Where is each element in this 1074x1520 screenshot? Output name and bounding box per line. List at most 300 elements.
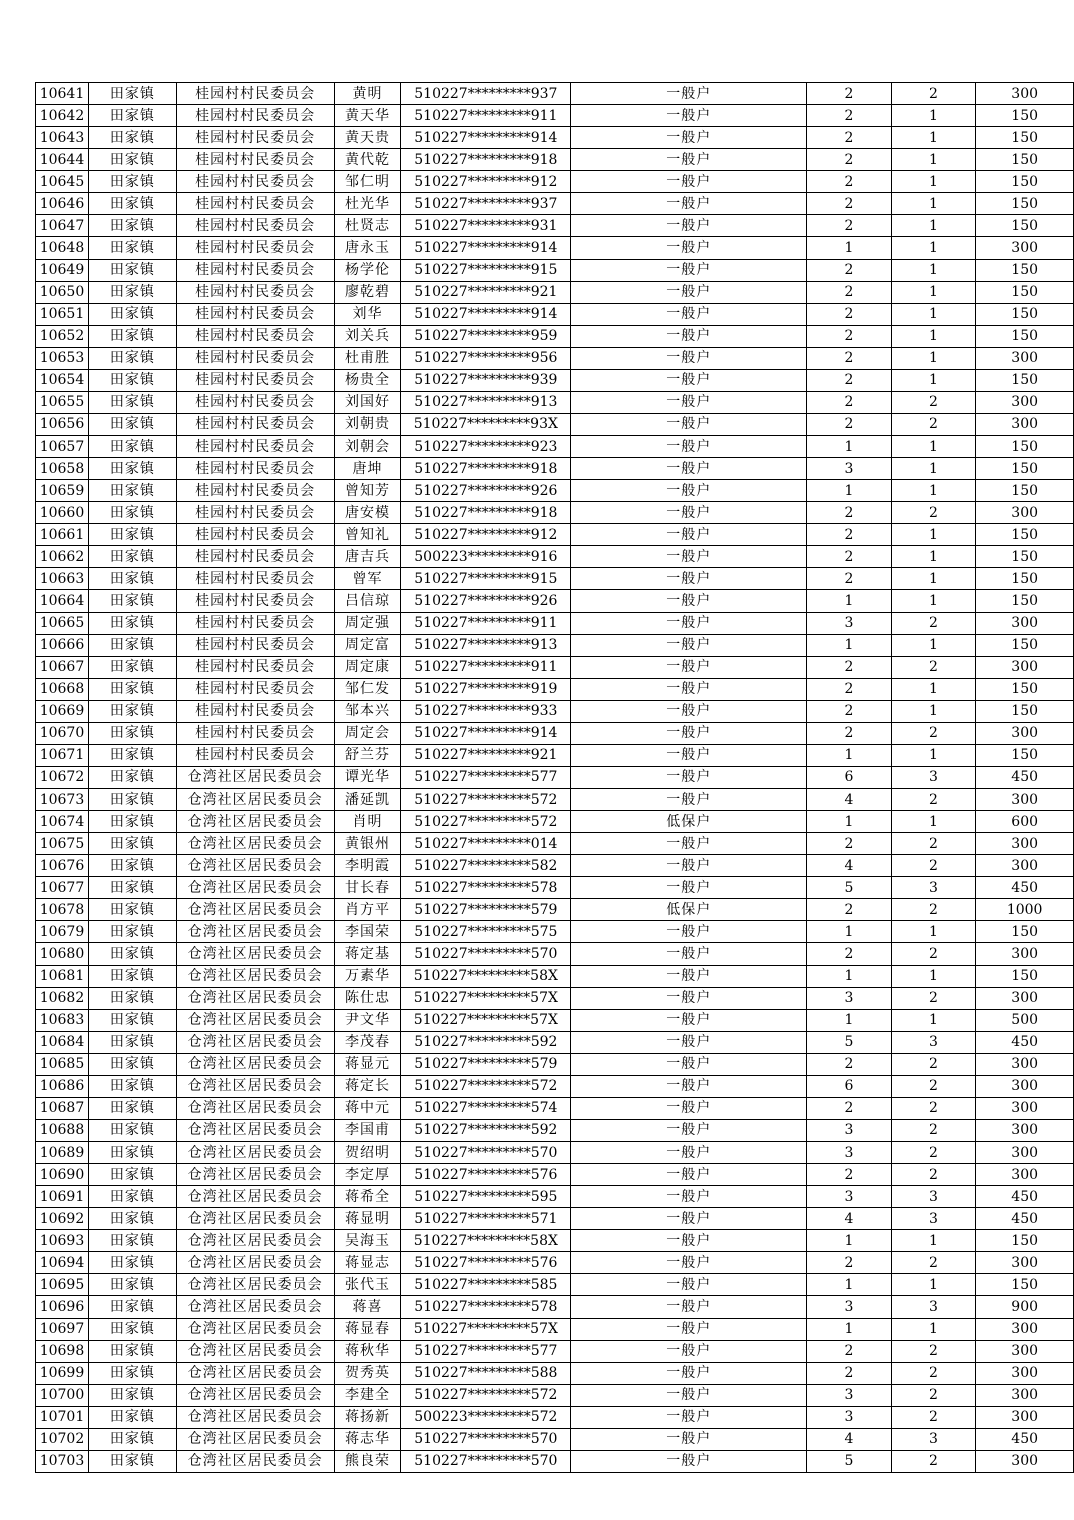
recipient-count-cell: 3 [891, 1031, 976, 1053]
town-cell: 田家镇 [88, 83, 176, 105]
household-type-cell: 一般户 [571, 1362, 807, 1384]
name-cell: 李明霞 [334, 855, 401, 877]
town-cell: 田家镇 [88, 1119, 176, 1141]
id-number-cell: 510227*********914 [401, 127, 571, 149]
village-committee-cell: 仓湾社区居民委员会 [176, 899, 334, 921]
id-number-cell: 510227*********595 [401, 1186, 571, 1208]
recipient-count-cell: 1 [891, 215, 976, 237]
amount-cell: 300 [976, 987, 1074, 1009]
household-type-cell: 一般户 [571, 943, 807, 965]
table-row [36, 458, 1074, 480]
name-cell: 蒋中元 [334, 1097, 401, 1119]
town-cell: 田家镇 [88, 391, 176, 413]
town-cell: 田家镇 [88, 789, 176, 811]
household-type-cell: 一般户 [571, 237, 807, 259]
town-cell: 田家镇 [88, 1031, 176, 1053]
table-row [36, 259, 1074, 281]
table-row [36, 1296, 1074, 1318]
household-size-cell: 5 [807, 877, 892, 899]
amount-cell: 150 [976, 1274, 1074, 1296]
household-type-cell: 一般户 [571, 877, 807, 899]
id-number-cell: 510227*********578 [401, 1296, 571, 1318]
household-size-cell: 4 [807, 1428, 892, 1450]
table-row [36, 700, 1074, 722]
household-type-cell: 一般户 [571, 1406, 807, 1428]
household-type-cell: 一般户 [571, 1075, 807, 1097]
town-cell: 田家镇 [88, 722, 176, 744]
table-row [36, 524, 1074, 546]
amount-cell: 1000 [976, 899, 1074, 921]
household-type-cell: 一般户 [571, 413, 807, 435]
village-committee-cell: 仓湾社区居民委员会 [176, 1362, 334, 1384]
id-number-cell: 510227*********926 [401, 480, 571, 502]
table-row [36, 1406, 1074, 1428]
town-cell: 田家镇 [88, 1384, 176, 1406]
table-row [36, 568, 1074, 590]
household-type-cell: 一般户 [571, 325, 807, 347]
recipient-count-cell: 2 [891, 83, 976, 105]
table-row [36, 1186, 1074, 1208]
id-number-cell: 510227*********588 [401, 1362, 571, 1384]
village-committee-cell: 桂园村村民委员会 [176, 369, 334, 391]
id-number-cell: 510227*********914 [401, 722, 571, 744]
household-size-cell: 1 [807, 590, 892, 612]
id-number-cell: 510227*********918 [401, 149, 571, 171]
serial-number-cell: 10691 [36, 1186, 89, 1208]
household-size-cell: 2 [807, 502, 892, 524]
id-number-cell: 510227*********578 [401, 877, 571, 899]
name-cell: 蒋志华 [334, 1428, 401, 1450]
id-number-cell: 510227*********571 [401, 1208, 571, 1230]
serial-number-cell: 10659 [36, 480, 89, 502]
name-cell: 唐安模 [334, 502, 401, 524]
serial-number-cell: 10650 [36, 281, 89, 303]
id-number-cell: 510227*********915 [401, 259, 571, 281]
id-number-cell: 510227*********93X [401, 413, 571, 435]
household-size-cell: 3 [807, 1142, 892, 1164]
recipient-count-cell: 1 [891, 281, 976, 303]
name-cell: 李茂春 [334, 1031, 401, 1053]
amount-cell: 150 [976, 480, 1074, 502]
household-size-cell: 3 [807, 1119, 892, 1141]
household-type-cell: 一般户 [571, 1119, 807, 1141]
table-row [36, 281, 1074, 303]
table-row [36, 391, 1074, 413]
name-cell: 周定会 [334, 722, 401, 744]
amount-cell: 150 [976, 281, 1074, 303]
town-cell: 田家镇 [88, 281, 176, 303]
id-number-cell: 510227*********926 [401, 590, 571, 612]
amount-cell: 300 [976, 833, 1074, 855]
table-row [36, 237, 1074, 259]
town-cell: 田家镇 [88, 127, 176, 149]
id-number-cell: 510227*********937 [401, 83, 571, 105]
household-size-cell: 2 [807, 1252, 892, 1274]
household-size-cell: 2 [807, 83, 892, 105]
town-cell: 田家镇 [88, 546, 176, 568]
serial-number-cell: 10698 [36, 1340, 89, 1362]
village-committee-cell: 仓湾社区居民委员会 [176, 1340, 334, 1362]
household-size-cell: 5 [807, 1450, 892, 1472]
household-type-cell: 一般户 [571, 1274, 807, 1296]
household-size-cell: 3 [807, 1186, 892, 1208]
household-size-cell: 2 [807, 899, 892, 921]
name-cell: 曾军 [334, 568, 401, 590]
village-committee-cell: 桂园村村民委员会 [176, 325, 334, 347]
amount-cell: 300 [976, 391, 1074, 413]
id-number-cell: 510227*********918 [401, 458, 571, 480]
serial-number-cell: 10679 [36, 921, 89, 943]
id-number-cell: 510227*********579 [401, 899, 571, 921]
amount-cell: 300 [976, 1142, 1074, 1164]
town-cell: 田家镇 [88, 1340, 176, 1362]
name-cell: 李国荣 [334, 921, 401, 943]
town-cell: 田家镇 [88, 259, 176, 281]
amount-cell: 450 [976, 766, 1074, 788]
town-cell: 田家镇 [88, 744, 176, 766]
serial-number-cell: 10642 [36, 105, 89, 127]
serial-number-cell: 10647 [36, 215, 89, 237]
household-size-cell: 4 [807, 789, 892, 811]
household-size-cell: 2 [807, 1340, 892, 1362]
serial-number-cell: 10653 [36, 347, 89, 369]
town-cell: 田家镇 [88, 877, 176, 899]
town-cell: 田家镇 [88, 1428, 176, 1450]
name-cell: 黄银州 [334, 833, 401, 855]
recipient-count-cell: 2 [891, 656, 976, 678]
town-cell: 田家镇 [88, 1362, 176, 1384]
amount-cell: 300 [976, 83, 1074, 105]
household-size-cell: 2 [807, 259, 892, 281]
recipient-count-cell: 2 [891, 413, 976, 435]
id-number-cell: 510227*********57X [401, 1009, 571, 1031]
amount-cell: 300 [976, 1164, 1074, 1186]
amount-cell: 300 [976, 1340, 1074, 1362]
household-size-cell: 2 [807, 656, 892, 678]
id-number-cell: 510227*********57X [401, 1318, 571, 1340]
household-type-cell: 一般户 [571, 524, 807, 546]
village-committee-cell: 桂园村村民委员会 [176, 171, 334, 193]
household-size-cell: 3 [807, 1406, 892, 1428]
recipient-count-cell: 1 [891, 127, 976, 149]
id-number-cell: 510227*********911 [401, 612, 571, 634]
household-type-cell: 一般户 [571, 590, 807, 612]
id-number-cell: 510227*********572 [401, 789, 571, 811]
household-size-cell: 3 [807, 1296, 892, 1318]
household-size-cell: 1 [807, 744, 892, 766]
village-committee-cell: 桂园村村民委员会 [176, 303, 334, 325]
household-size-cell: 1 [807, 811, 892, 833]
id-number-cell: 510227*********576 [401, 1252, 571, 1274]
village-committee-cell: 仓湾社区居民委员会 [176, 1296, 334, 1318]
household-size-cell: 1 [807, 965, 892, 987]
recipient-count-cell: 2 [891, 1406, 976, 1428]
town-cell: 田家镇 [88, 1142, 176, 1164]
serial-number-cell: 10675 [36, 833, 89, 855]
recipient-count-cell: 1 [891, 965, 976, 987]
village-committee-cell: 仓湾社区居民委员会 [176, 1164, 334, 1186]
household-size-cell: 3 [807, 458, 892, 480]
id-number-cell: 510227*********572 [401, 1075, 571, 1097]
table-row [36, 215, 1074, 237]
village-committee-cell: 仓湾社区居民委员会 [176, 965, 334, 987]
recipient-count-cell: 1 [891, 700, 976, 722]
id-number-cell: 510227*********911 [401, 105, 571, 127]
town-cell: 田家镇 [88, 480, 176, 502]
id-number-cell: 510227*********592 [401, 1031, 571, 1053]
serial-number-cell: 10667 [36, 656, 89, 678]
recipient-count-cell: 2 [891, 1053, 976, 1075]
town-cell: 田家镇 [88, 1009, 176, 1031]
village-committee-cell: 仓湾社区居民委员会 [176, 1252, 334, 1274]
name-cell: 李定厚 [334, 1164, 401, 1186]
household-size-cell: 2 [807, 369, 892, 391]
serial-number-cell: 10655 [36, 391, 89, 413]
town-cell: 田家镇 [88, 833, 176, 855]
id-number-cell: 510227*********914 [401, 303, 571, 325]
village-committee-cell: 仓湾社区居民委员会 [176, 987, 334, 1009]
recipient-count-cell: 1 [891, 1230, 976, 1252]
town-cell: 田家镇 [88, 943, 176, 965]
table-row [36, 1031, 1074, 1053]
name-cell: 蒋显志 [334, 1252, 401, 1274]
town-cell: 田家镇 [88, 193, 176, 215]
table-row [36, 1340, 1074, 1362]
household-type-cell: 一般户 [571, 1053, 807, 1075]
id-number-cell: 510227*********592 [401, 1119, 571, 1141]
name-cell: 唐永玉 [334, 237, 401, 259]
id-number-cell: 510227*********577 [401, 766, 571, 788]
village-committee-cell: 仓湾社区居民委员会 [176, 1230, 334, 1252]
household-size-cell: 2 [807, 722, 892, 744]
name-cell: 唐吉兵 [334, 546, 401, 568]
village-committee-cell: 桂园村村民委员会 [176, 568, 334, 590]
serial-number-cell: 10674 [36, 811, 89, 833]
recipient-count-cell: 1 [891, 193, 976, 215]
village-committee-cell: 仓湾社区居民委员会 [176, 811, 334, 833]
id-number-cell: 510227*********572 [401, 1384, 571, 1406]
table-row [36, 855, 1074, 877]
serial-number-cell: 10699 [36, 1362, 89, 1384]
serial-number-cell: 10673 [36, 789, 89, 811]
recipient-count-cell: 2 [891, 855, 976, 877]
recipient-count-cell: 1 [891, 590, 976, 612]
village-committee-cell: 仓湾社区居民委员会 [176, 1075, 334, 1097]
id-number-cell: 510227*********582 [401, 855, 571, 877]
name-cell: 吕信琼 [334, 590, 401, 612]
name-cell: 蒋希全 [334, 1186, 401, 1208]
table-row [36, 634, 1074, 656]
household-type-cell: 一般户 [571, 744, 807, 766]
id-number-cell: 510227*********921 [401, 281, 571, 303]
household-type-cell: 一般户 [571, 568, 807, 590]
table-row [36, 1009, 1074, 1031]
id-number-cell: 510227*********921 [401, 744, 571, 766]
id-number-cell: 510227*********911 [401, 656, 571, 678]
id-number-cell: 510227*********919 [401, 678, 571, 700]
table-row [36, 811, 1074, 833]
village-committee-cell: 桂园村村民委员会 [176, 281, 334, 303]
household-size-cell: 1 [807, 1230, 892, 1252]
household-type-cell: 一般户 [571, 921, 807, 943]
household-size-cell: 1 [807, 634, 892, 656]
name-cell: 熊良荣 [334, 1450, 401, 1472]
name-cell: 曾知礼 [334, 524, 401, 546]
serial-number-cell: 10663 [36, 568, 89, 590]
amount-cell: 150 [976, 149, 1074, 171]
recipient-count-cell: 2 [891, 1097, 976, 1119]
village-committee-cell: 仓湾社区居民委员会 [176, 1097, 334, 1119]
recipient-count-cell: 1 [891, 1009, 976, 1031]
village-committee-cell: 桂园村村民委员会 [176, 149, 334, 171]
name-cell: 张代玉 [334, 1274, 401, 1296]
id-number-cell: 510227*********575 [401, 921, 571, 943]
amount-cell: 150 [976, 965, 1074, 987]
name-cell: 蒋秋华 [334, 1340, 401, 1362]
amount-cell: 150 [976, 524, 1074, 546]
recipient-count-cell: 2 [891, 1384, 976, 1406]
amount-cell: 300 [976, 347, 1074, 369]
household-type-cell: 低保户 [571, 811, 807, 833]
village-committee-cell: 桂园村村民委员会 [176, 722, 334, 744]
town-cell: 田家镇 [88, 1053, 176, 1075]
name-cell: 舒兰芬 [334, 744, 401, 766]
table-row [36, 413, 1074, 435]
table-row [36, 1450, 1074, 1472]
name-cell: 黄明 [334, 83, 401, 105]
village-committee-cell: 桂园村村民委员会 [176, 436, 334, 458]
town-cell: 田家镇 [88, 1186, 176, 1208]
table-row [36, 1053, 1074, 1075]
table-row [36, 744, 1074, 766]
amount-cell: 150 [976, 259, 1074, 281]
household-size-cell: 1 [807, 1274, 892, 1296]
household-size-cell: 2 [807, 524, 892, 546]
village-committee-cell: 桂园村村民委员会 [176, 237, 334, 259]
id-number-cell: 510227*********933 [401, 700, 571, 722]
village-committee-cell: 仓湾社区居民委员会 [176, 1208, 334, 1230]
town-cell: 田家镇 [88, 458, 176, 480]
household-type-cell: 一般户 [571, 281, 807, 303]
household-type-cell: 一般户 [571, 193, 807, 215]
amount-cell: 150 [976, 303, 1074, 325]
amount-cell: 450 [976, 1186, 1074, 1208]
village-committee-cell: 桂园村村民委员会 [176, 458, 334, 480]
town-cell: 田家镇 [88, 656, 176, 678]
amount-cell: 300 [976, 1406, 1074, 1428]
village-committee-cell: 仓湾社区居民委员会 [176, 1318, 334, 1340]
village-committee-cell: 仓湾社区居民委员会 [176, 1384, 334, 1406]
serial-number-cell: 10690 [36, 1164, 89, 1186]
table-body [36, 83, 1074, 1473]
household-type-cell: 一般户 [571, 1340, 807, 1362]
id-number-cell: 510227*********915 [401, 568, 571, 590]
name-cell: 邹仁发 [334, 678, 401, 700]
recipient-count-cell: 1 [891, 480, 976, 502]
table-row [36, 303, 1074, 325]
household-size-cell: 5 [807, 1031, 892, 1053]
household-type-cell: 一般户 [571, 1252, 807, 1274]
recipient-count-cell: 1 [891, 458, 976, 480]
table-row [36, 965, 1074, 987]
household-size-cell: 1 [807, 1009, 892, 1031]
name-cell: 刘朝贵 [334, 413, 401, 435]
serial-number-cell: 10700 [36, 1384, 89, 1406]
household-type-cell: 一般户 [571, 987, 807, 1009]
id-number-cell: 510227*********931 [401, 215, 571, 237]
household-type-cell: 一般户 [571, 480, 807, 502]
household-type-cell: 一般户 [571, 700, 807, 722]
name-cell: 杜甫胜 [334, 347, 401, 369]
town-cell: 田家镇 [88, 700, 176, 722]
table-row [36, 943, 1074, 965]
household-size-cell: 2 [807, 700, 892, 722]
name-cell: 刘朝会 [334, 436, 401, 458]
village-committee-cell: 仓湾社区居民委员会 [176, 877, 334, 899]
recipient-count-cell: 3 [891, 1296, 976, 1318]
serial-number-cell: 10688 [36, 1119, 89, 1141]
amount-cell: 450 [976, 877, 1074, 899]
serial-number-cell: 10692 [36, 1208, 89, 1230]
table-row [36, 546, 1074, 568]
serial-number-cell: 10697 [36, 1318, 89, 1340]
town-cell: 田家镇 [88, 1164, 176, 1186]
town-cell: 田家镇 [88, 1296, 176, 1318]
recipient-count-cell: 1 [891, 303, 976, 325]
recipient-count-cell: 2 [891, 1164, 976, 1186]
town-cell: 田家镇 [88, 678, 176, 700]
serial-number-cell: 10682 [36, 987, 89, 1009]
name-cell: 周定强 [334, 612, 401, 634]
village-committee-cell: 桂园村村民委员会 [176, 634, 334, 656]
id-number-cell: 510227*********585 [401, 1274, 571, 1296]
household-type-cell: 一般户 [571, 855, 807, 877]
household-type-cell: 一般户 [571, 259, 807, 281]
id-number-cell: 510227*********577 [401, 1340, 571, 1362]
amount-cell: 150 [976, 193, 1074, 215]
name-cell: 谭光华 [334, 766, 401, 788]
town-cell: 田家镇 [88, 921, 176, 943]
name-cell: 尹文华 [334, 1009, 401, 1031]
amount-cell: 150 [976, 744, 1074, 766]
recipient-count-cell: 1 [891, 237, 976, 259]
serial-number-cell: 10643 [36, 127, 89, 149]
name-cell: 廖乾碧 [334, 281, 401, 303]
amount-cell: 300 [976, 612, 1074, 634]
table-row [36, 502, 1074, 524]
serial-number-cell: 10644 [36, 149, 89, 171]
town-cell: 田家镇 [88, 105, 176, 127]
amount-cell: 150 [976, 105, 1074, 127]
town-cell: 田家镇 [88, 502, 176, 524]
serial-number-cell: 10649 [36, 259, 89, 281]
town-cell: 田家镇 [88, 413, 176, 435]
amount-cell: 150 [976, 215, 1074, 237]
name-cell: 蒋喜 [334, 1296, 401, 1318]
household-type-cell: 一般户 [571, 1428, 807, 1450]
name-cell: 贺绍明 [334, 1142, 401, 1164]
recipient-count-cell: 1 [891, 436, 976, 458]
recipient-count-cell: 2 [891, 899, 976, 921]
recipient-count-cell: 1 [891, 325, 976, 347]
table-row [36, 325, 1074, 347]
village-committee-cell: 桂园村村民委员会 [176, 700, 334, 722]
amount-cell: 900 [976, 1296, 1074, 1318]
serial-number-cell: 10652 [36, 325, 89, 347]
table-row [36, 369, 1074, 391]
table-row [36, 347, 1074, 369]
household-type-cell: 一般户 [571, 678, 807, 700]
